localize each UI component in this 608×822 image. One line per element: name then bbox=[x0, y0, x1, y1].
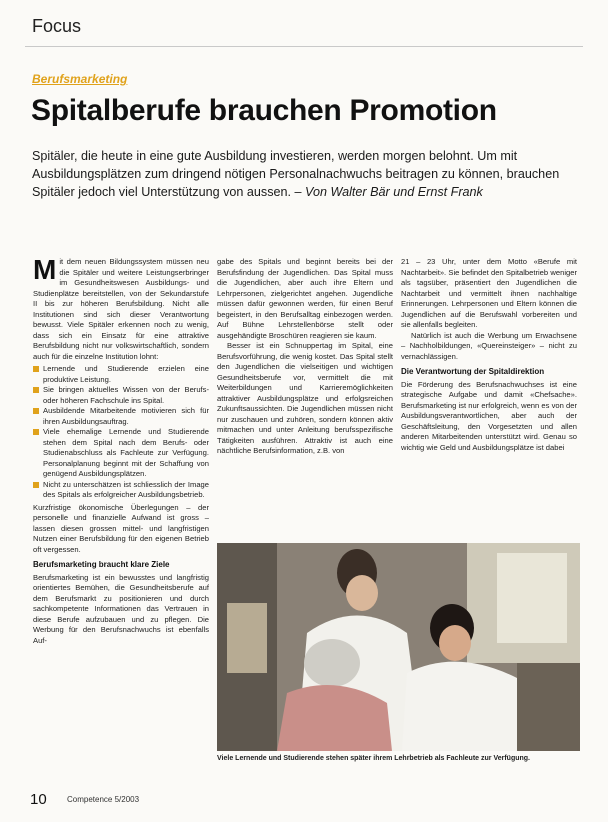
section-label: Focus bbox=[32, 16, 82, 36]
column-2 bbox=[217, 257, 393, 537]
page-number: 10 bbox=[30, 791, 47, 808]
magazine-issue: Competence 5/2003 bbox=[67, 795, 140, 804]
photo-caption: Viele Lernende und Studierende stehen später ihrem Lehrbetrieb als Fachleute zur Verfügung. bbox=[217, 755, 531, 762]
lead-text: Spitäler, die heute in eine gute Ausbildung investieren, werden morgen belohnt. Um mit Ausbildungsplätzen zum dringend nötigen Personalnachwuchs beitragen zu können, brauchen Spitäler jedoch viel Unterstützung von aussen. – bbox=[32, 149, 560, 199]
col2-p2: Besser ist ein Schnuppertag im Spital, eine Berufsvorführung, die wenig kostet. Das Spital stellt den Jugendlichen die vielseitigen und wichtigen Gesundheitsberufe vor, vermittelt die mit Weiterbildungen und Karrieremöglichkeiten attraktiver Ausbildungsplätze und erfolgsreichen Zukunftsaussichten. Die Jugendlichen müssen nicht nur zuschauen und zuhören, sondern können aktiv mitmachen und unter Anleitung berufsspezifische Tätigkeiten ausführen. Attraktiv ist auch eine nächtliche Berufsinformation, z.B. von bbox=[217, 341, 393, 455]
list-item: Viele ehemalige Lernende und Studierende stehen dem Spital nach dem Berufs- oder Studienabschluss als Fachleute zur Verfügung. Personalplanung beginnt mit der Schaffung von genügend Ausbildungsplätzen. bbox=[33, 427, 209, 480]
col2-p1: gabe des Spitals und beginnt bereits bei der Berufsfindung der Jugendlichen. Das Spital muss die Jugendlichen, aber auch ihre Eltern und Lehrpersonen, zielgerichtet angehen. Jugendliche müssen dafür gewonnen werden, für einen Beruf begeistert, in den Berufsalltag einbezogen werden. Auf Bühne Lehrstellenbörse stellt oder ausgehändigte Broschüren reagieren sie kaum. bbox=[217, 257, 393, 340]
dropcap: M bbox=[33, 257, 57, 285]
list-item: Ausbildende Mitarbeitende motivieren sich für ihren Ausbildungsauftrag. bbox=[33, 406, 209, 427]
col3-p2: Natürlich ist auch die Werbung um Erwachsene – Nachholbildungen, «Quereinsteiger» – nicht zu vernachlässigen. bbox=[401, 330, 577, 361]
list-item: Lernende und Studierende erzielen eine produktive Leistung. bbox=[33, 364, 209, 385]
list-item: Sie bringen aktuelles Wissen von der Berufs- oder höheren Fachschule ins Spital. bbox=[33, 385, 209, 406]
article-lead bbox=[32, 147, 577, 201]
list-item: Nicht zu unterschätzen ist schliesslich der Image des Spitals als erfolgreicher Ausbildungsbetrieb. bbox=[33, 480, 209, 501]
header-rule bbox=[25, 46, 583, 47]
column-3 bbox=[401, 257, 577, 537]
benefits-list bbox=[33, 364, 209, 501]
col3-p1: 21 – 23 Uhr, unter dem Motto «Berufe mit Nachtarbeit». Sie befindet den Spitalbetrieb weniger als tagsüber, präsentiert den Jugendlichen die Nachtarbeit und vermittelt ihnen nachhaltige Erinnerungen. Lehrpersonen und Eltern können die Jugendlichen auf die Berufswahl vorbereiten und sie allenfalls begleiten. bbox=[401, 257, 577, 329]
col1-sub: Berufsmarketing ist ein bewusstes und langfristig orientiertes Bemühen, die Gesundheitsberufe auf dem Berufsmarkt zu positionieren und durch sachkompetente Informationen das Vertrauen in diese Berufe aufzubauen und zu pflegen. Die Werbung für den Berufsnachwuchs ist ebenfalls Auf- bbox=[33, 572, 209, 645]
col3-p3: Die Förderung des Berufsnachwuchses ist eine strategische Aufgabe und damit «Chefsache». Berufsmarketing ist nur erfolgreich, wenn es von der Ausbildungsverantwortlichen, aber auch der Geschäftsleitung, den Vorgesetzten und allen anderen Mitarbeitenden unterstützt wird. Genau so wichtig wie Geld und Ausbildungsplätze ist dabei bbox=[401, 379, 577, 452]
subheading: Berufsmarketing braucht klare Ziele bbox=[33, 560, 170, 569]
col1-after: Kurzfristige ökonomische Überlegungen – der personelle und finanzielle Aufwand ist gross – lassen diesen grossen mittel- und langfristigen Nutzen einer Berufsbildung für den eigenen Betrieb oft vergessen. bbox=[33, 502, 209, 554]
column-1 bbox=[33, 257, 209, 780]
article-photo bbox=[217, 543, 580, 751]
article-kicker: Berufsmarketing bbox=[32, 72, 128, 86]
subheading: Die Verantwortung der Spitaldirektion bbox=[401, 367, 545, 376]
lead-authors: Von Walter Bär und Ernst Frank bbox=[305, 185, 483, 199]
photo-illustration bbox=[217, 543, 580, 751]
col1-intro: it dem neuen Bildungssystem müssen neu die Spitäler und weitere Leistungserbringer im Gesundheitswesen Ausbildungs- und Studienplätze bereitstellen, von der Sekundarstufe II bis zur höheren Berufsbildung. Nicht alle Institutionen sind sich dieser Verantwortung bewusst. Viele Spitäler erkennen noch zu wenig, dass sich ein Einsatz für eine attraktive Berufsbildung nicht nur volkswirtschaftlich, sondern auch für die einzelne Institution lohnt: bbox=[33, 257, 209, 361]
article-title: Spitalberufe brauchen Promotion bbox=[31, 94, 497, 127]
